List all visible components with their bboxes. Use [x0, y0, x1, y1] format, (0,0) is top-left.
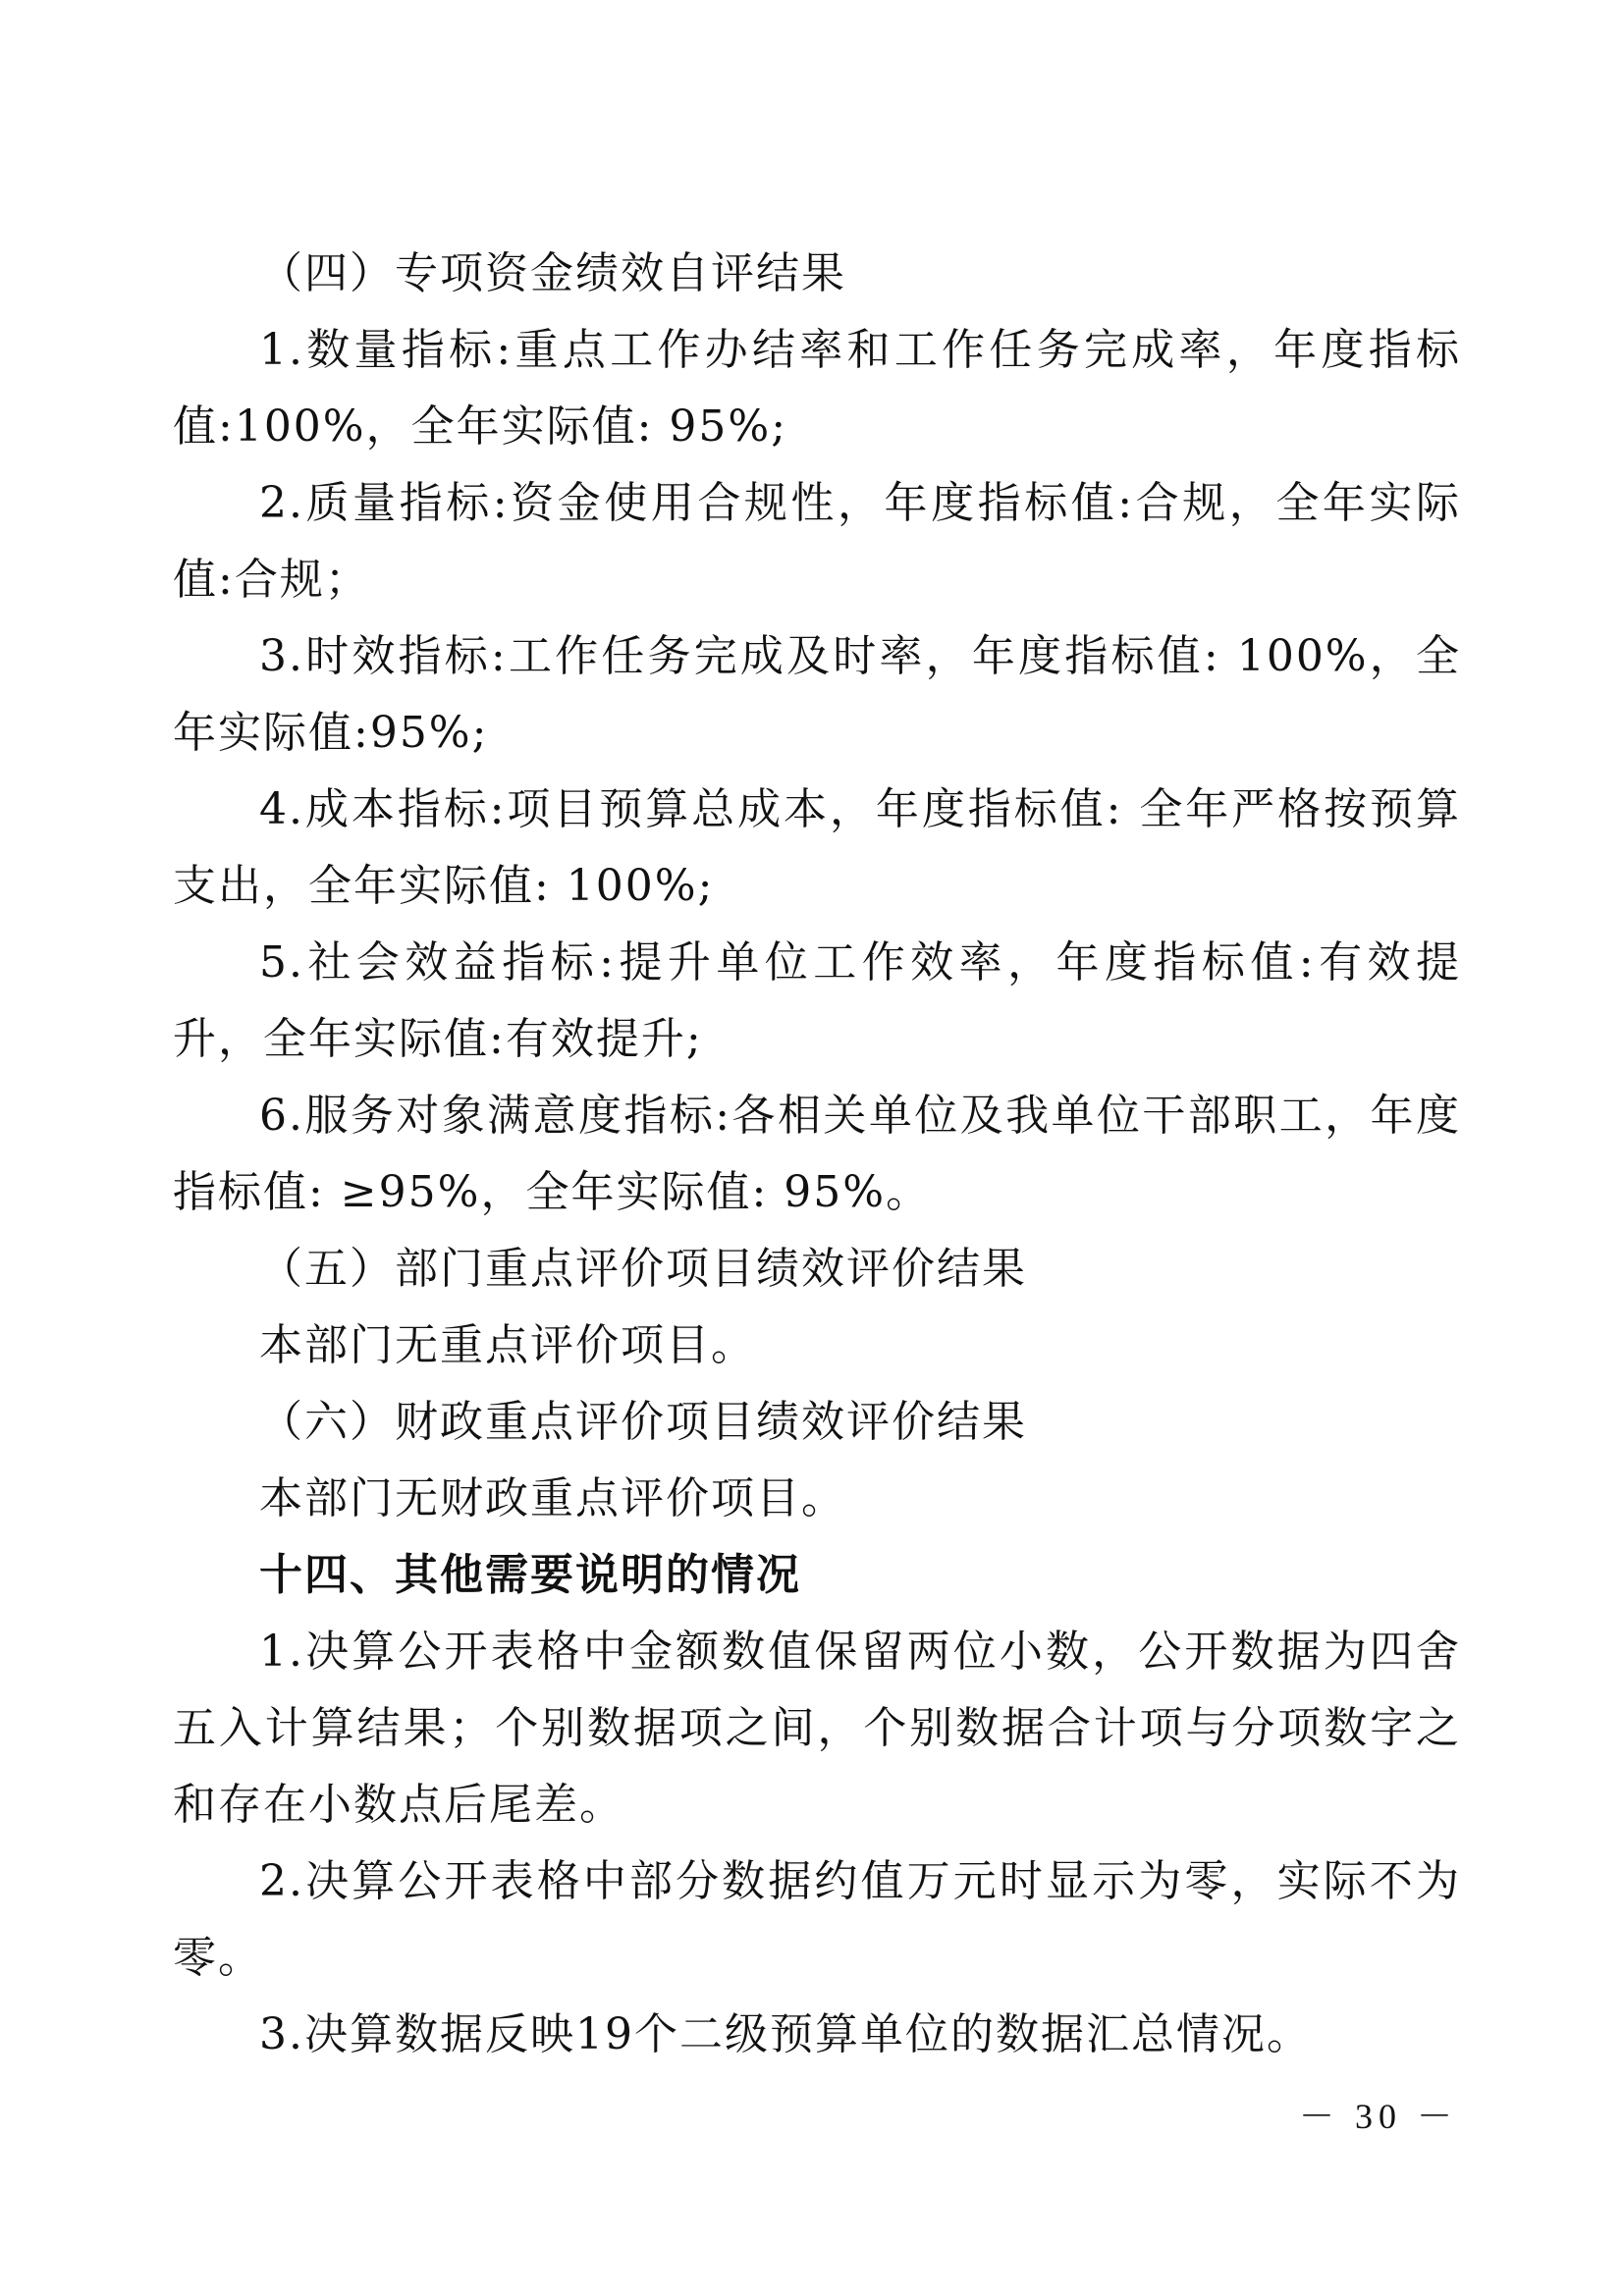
paragraph: 本部门无财政重点评价项目。	[259, 1473, 846, 1523]
chapter-heading: 十四、其他需要说明的情况	[259, 1550, 801, 1600]
paragraph: 3.决算数据反映19个二级预算单位的数据汇总情况。	[259, 2009, 1312, 2059]
paragraph: 2.质量指标:资金使用合规性，年度指标值:合规，全年实际值:合规；	[173, 478, 1461, 605]
section-heading: （五）部门重点评价项目绩效评价结果	[259, 1244, 1027, 1294]
paragraph: 本部门无重点评价项目。	[259, 1320, 756, 1370]
page-number: － 30 －	[1298, 2097, 1458, 2136]
document-body	[173, 236, 1461, 2073]
paragraph: 5.社会效益指标:提升单位工作效率，年度指标值:有效提升，全年实际值:有效提升;	[173, 937, 1461, 1064]
section-heading: （六）财政重点评价项目绩效评价结果	[259, 1397, 1027, 1447]
paragraph: 6.服务对象满意度指标:各相关单位及我单位干部职工，年度指标值: ≥95%，全年实际值: 95%。	[173, 1091, 1461, 1217]
paragraph: 4.成本指标:项目预算总成本，年度指标值: 全年严格按预算支出，全年实际值: 100%;	[173, 784, 1461, 911]
paragraph: 1.数量指标:重点工作办结率和工作任务完成率，年度指标值:100%，全年实际值: 95%;	[173, 325, 1461, 452]
paragraph: 2.决算公开表格中部分数据约值万元时显示为零，实际不为零。	[173, 1856, 1461, 1983]
section-heading: （四）专项资金绩效自评结果	[259, 248, 846, 298]
paragraph: 1.决算公开表格中金额数值保留两位小数，公开数据为四舍五入计算结果；个别数据项之间，个别数据合计项与分项数字之和存在小数点后尾差。	[173, 1627, 1461, 1830]
paragraph: 3.时效指标:工作任务完成及时率，年度指标值: 100%，全年实际值:95%;	[173, 631, 1461, 758]
